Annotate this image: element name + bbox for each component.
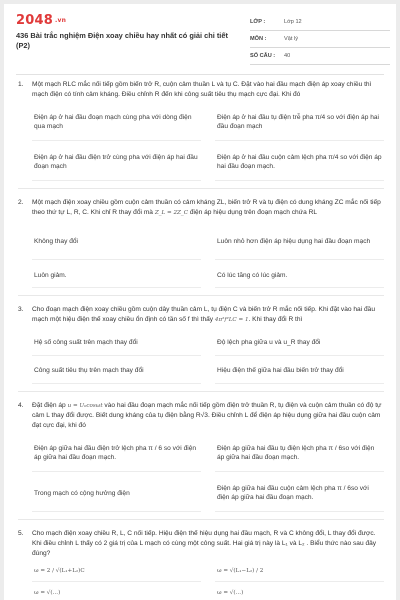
meta-row-class xyxy=(250,14,390,31)
stem-text: Đặt điện áp xyxy=(32,401,66,409)
answer-option-b[interactable]: Luôn nhỏ hơn điện áp hiệu dụng hai đầu đoạn mạch xyxy=(215,223,384,260)
stem-formula: u = U₀cosωt xyxy=(67,402,103,409)
answer-option-a[interactable]: ω = 2 / √(L₁+L₂)C xyxy=(32,563,201,582)
question-divider xyxy=(18,188,384,189)
stem-text: Một mạch điện xoay chiều gồm cuộn cảm thuần có cảm kháng ZL, biến trở R và tụ điện có dung kháng ZC mắc nối tiếp theo thứ tự L, R, C. Khi chỉ R thay đổi mà xyxy=(32,199,381,216)
meta-value: Vật lý xyxy=(284,36,298,42)
question-2 xyxy=(18,198,384,288)
answer-option-d[interactable]: Có lúc tăng có lúc giảm. xyxy=(215,263,384,288)
answer-option-d[interactable]: Hiệu điện thế giữa hai đầu biến trở thay đổi xyxy=(215,359,384,384)
answer-options xyxy=(32,331,384,384)
document-header xyxy=(4,4,396,62)
answer-option-a[interactable]: Điện áp ở hai đầu đoạn mạch cùng pha với dòng điện qua mạch xyxy=(32,104,201,141)
answer-options xyxy=(32,223,384,288)
question-5 xyxy=(18,529,384,600)
question-divider xyxy=(18,391,384,392)
meta-table xyxy=(250,14,390,65)
answer-option-c[interactable]: Điện áp ở hai đầu điện trở cùng pha với điện áp hai đầu đoạn mạch xyxy=(32,144,201,181)
question-number: 3. xyxy=(18,306,24,314)
question-stem xyxy=(32,305,384,325)
meta-value: Lớp 12 xyxy=(284,19,302,25)
question-number: 4. xyxy=(18,401,24,409)
stem-formula: 4π²f²LC = 1 xyxy=(214,316,249,323)
meta-key: MÔN : xyxy=(250,36,267,42)
question-stem: Cho mạch điện xoay chiều R, L, C nối tiếp. Hiệu điện thế hiệu dụng hai đầu mạch, R và C không đổi, L thay đổi được. Khi điều chỉnh L thấy có 2 giá trị của L mạch có cùng một công suất. Hai giá trị này là L₁ và L₂ . Biểu thức nào sau đây đúng? xyxy=(32,530,377,557)
answer-option-a[interactable]: Hệ số công suất trên mạch thay đổi xyxy=(32,331,201,356)
answer-option-d[interactable]: ω = √(…) xyxy=(215,585,384,600)
answer-option-c[interactable]: Luôn giảm. xyxy=(32,263,201,288)
answer-option-b[interactable]: Điện áp ở hai đầu tụ điện trễ pha π/4 so với điện áp hai đầu đoạn mạch xyxy=(215,104,384,141)
stem-formula: Z_L = 2Z_C xyxy=(154,209,188,216)
meta-row-subject xyxy=(250,31,390,48)
stem-text: điện áp hiệu dụng trên đoạn mạch chứa RL xyxy=(189,208,318,216)
answer-option-b[interactable]: ω = √(L₁−L₂) / 2 xyxy=(215,563,384,582)
question-number: 5. xyxy=(18,530,24,538)
question-number: 1. xyxy=(18,81,24,88)
stem-text: vào hai đầu đoạn mạch mắc nối tiếp gồm điện trở thuần R, tụ điện và cuộn cảm thuần có độ tự cảm L thay đổi được. Biết dung kháng của tụ điện bằng R√3. Điều chỉnh L để điện áp hiệu dụng giữa hai đầu cuộn cảm đạt cực đại, khi đó xyxy=(32,401,382,429)
document-page xyxy=(4,4,396,600)
meta-key: SỐ CÂU : xyxy=(250,53,276,59)
answer-option-a[interactable]: Không thay đổi xyxy=(32,223,201,260)
question-stem: Một mạch RLC mắc nối tiếp gồm biến trở R, cuộn cảm thuần L và tụ C. Đặt vào hai đầu mạch điện áp xoay chiều thì mạch điện có tính cảm kháng. Điều chỉnh R đến khi công suất tiêu thụ mạch cực đại. Khi đó xyxy=(32,81,372,98)
question-4 xyxy=(18,401,384,513)
question-list xyxy=(18,80,384,600)
answer-options xyxy=(32,563,384,600)
logo-suffix: .vn xyxy=(54,17,67,24)
question-3 xyxy=(18,305,384,383)
document-title: 436 Bài trắc nghiệm Điện xoay chiều hay nhất có giải chi tiết (P2) xyxy=(16,31,228,50)
answer-option-d[interactable]: Điện áp giữa hai đầu cuộn cảm lệch pha π / 6so với điện áp giữa hai đầu đoạn mạch. xyxy=(215,475,384,512)
answer-option-c[interactable]: Trong mạch có cộng hưởng điện xyxy=(32,475,201,512)
answer-option-b[interactable]: Độ lệch pha giữa u và u_R thay đổi xyxy=(215,331,384,356)
answer-option-a[interactable]: Điện áp giữa hai đầu điện trở lệch pha π / 6 so với điện áp giữa hai đầu đoạn mạch. xyxy=(32,435,201,472)
answer-option-c[interactable]: Công suất tiêu thụ trên mạch thay đổi xyxy=(32,359,201,384)
answer-option-b[interactable]: Điện áp giữa hai đầu tụ điện lệch pha π / 6so với điện áp giữa hai đầu đoạn mạch. xyxy=(215,435,384,472)
meta-key: LỚP : xyxy=(250,19,266,25)
question-1 xyxy=(18,80,384,181)
header-divider xyxy=(16,74,384,75)
question-stem xyxy=(32,401,384,431)
question-number: 2. xyxy=(18,199,24,207)
logo-text: 2048 xyxy=(16,13,53,28)
question-divider xyxy=(18,519,384,520)
meta-row-count xyxy=(250,48,390,65)
question-divider xyxy=(18,295,384,296)
stem-text: . Khi thay đổi R thì xyxy=(248,315,303,323)
site-logo[interactable] xyxy=(16,13,66,28)
answer-options xyxy=(32,104,384,181)
answer-option-d[interactable]: Điện áp ở hai đầu cuộn cảm lệch pha π/4 so với điện áp hai đầu đoạn mạch. xyxy=(215,144,384,181)
question-stem xyxy=(32,198,384,218)
answer-option-c[interactable]: ω = √(…) xyxy=(32,585,201,600)
stem-text: Cho đoạn mạch điện xoay chiều gồm cuộn dây thuần cảm L, tụ điện C và biến trở R mắc nối tiếp. Khi đặt vào hai đầu mạch một hiệu điện thế xoay chiều ổn định có tần số f thì thấy xyxy=(32,306,376,323)
meta-value: 40 xyxy=(284,53,291,59)
answer-options xyxy=(32,435,384,512)
